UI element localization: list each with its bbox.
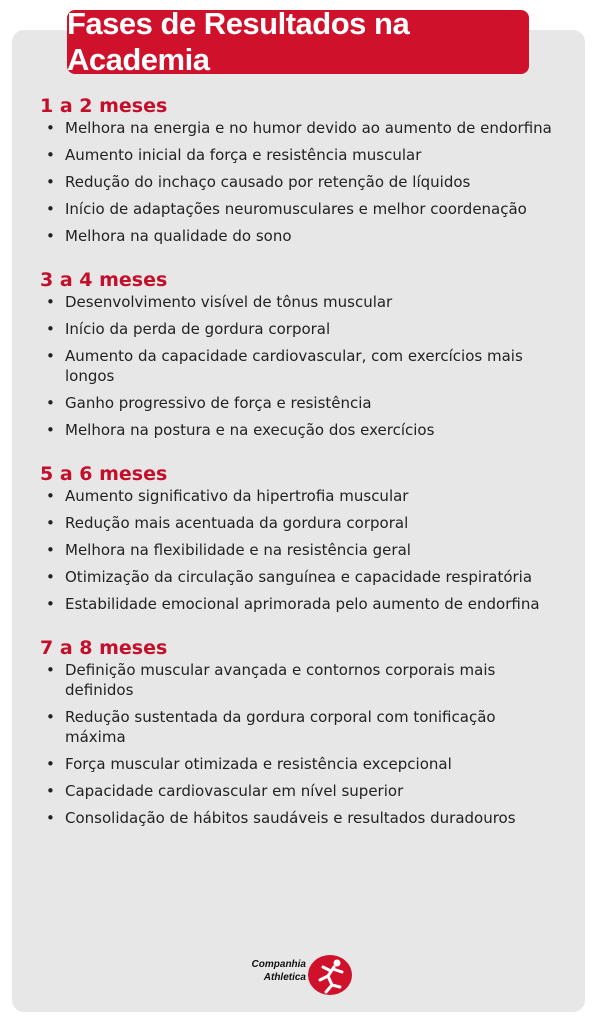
logo-line-1: Companhia bbox=[251, 959, 306, 970]
bullet-icon: • bbox=[46, 347, 55, 365]
athlete-icon bbox=[306, 954, 358, 996]
company-logo bbox=[236, 954, 366, 996]
bullet-icon: • bbox=[46, 595, 55, 613]
section-title: 5 a 6 meses bbox=[40, 463, 168, 485]
bullet-icon: • bbox=[46, 200, 55, 218]
section-5-6-months bbox=[40, 462, 560, 614]
section-1-2-months bbox=[40, 94, 560, 246]
bullet-icon: • bbox=[46, 568, 55, 586]
list-item: • Consolidação de hábitos saudáveis e resultados duradouros bbox=[46, 809, 516, 827]
list-item: • Otimização da circulação sanguínea e capacidade respiratória bbox=[46, 568, 533, 586]
list-item: • Melhora na flexibilidade e na resistência geral bbox=[46, 541, 411, 559]
section-3-4-months bbox=[40, 268, 560, 440]
bullet-icon: • bbox=[46, 119, 55, 137]
section-title: 3 a 4 meses bbox=[40, 269, 168, 291]
bullet-icon: • bbox=[46, 293, 55, 311]
bullet-icon: • bbox=[46, 755, 55, 773]
list-item: • Desenvolvimento visível de tônus muscular bbox=[46, 293, 393, 311]
list-item: • Redução do inchaço causado por retenção de líquidos bbox=[46, 173, 471, 191]
bullet-icon: • bbox=[46, 708, 55, 726]
list-item: • Capacidade cardiovascular em nível superior bbox=[46, 782, 404, 800]
section-title: 1 a 2 meses bbox=[40, 95, 168, 117]
list-item: • Aumento da capacidade cardiovascular, com exercícios mais longos bbox=[46, 347, 523, 385]
bullet-icon: • bbox=[46, 661, 55, 679]
list-item: • Redução mais acentuada da gordura corporal bbox=[46, 514, 409, 532]
bullet-icon: • bbox=[46, 782, 55, 800]
list-item: • Estabilidade emocional aprimorada pelo aumento de endorfina bbox=[46, 595, 540, 613]
bullet-icon: • bbox=[46, 514, 55, 532]
list-item: • Melhora na postura e na execução dos exercícios bbox=[46, 421, 435, 439]
logo-line-2: Athletica bbox=[263, 972, 306, 983]
bullet-icon: • bbox=[46, 487, 55, 505]
list-item: • Força muscular otimizada e resistência excepcional bbox=[46, 755, 452, 773]
list-item: • Início da perda de gordura corporal bbox=[46, 320, 331, 338]
list-item: • Definição muscular avançada e contornos corporais mais definidos bbox=[46, 661, 496, 699]
bullet-icon: • bbox=[46, 320, 55, 338]
bullet-icon: • bbox=[46, 146, 55, 164]
list-item: • Melhora na energia e no humor devido ao aumento de endorfina bbox=[46, 119, 552, 137]
bullet-icon: • bbox=[46, 541, 55, 559]
phases-list bbox=[40, 94, 560, 850]
list-item: • Aumento inicial da força e resistência muscular bbox=[46, 146, 422, 164]
list-item: • Melhora na qualidade do sono bbox=[46, 227, 292, 245]
list-item: • Aumento significativo da hipertrofia muscular bbox=[46, 487, 409, 505]
bullet-icon: • bbox=[46, 173, 55, 191]
page-title: Fases de Resultados na Academia bbox=[67, 10, 529, 74]
bullet-icon: • bbox=[46, 809, 55, 827]
list-item: • Redução sustentada da gordura corporal com tonificação máxima bbox=[46, 708, 496, 746]
section-7-8-months bbox=[40, 636, 560, 828]
bullet-icon: • bbox=[46, 421, 55, 439]
bullet-icon: • bbox=[46, 394, 55, 412]
logo-text bbox=[236, 958, 306, 984]
list-item: • Ganho progressivo de força e resistência bbox=[46, 394, 372, 412]
bullet-icon: • bbox=[46, 227, 55, 245]
section-title: 7 a 8 meses bbox=[40, 637, 168, 659]
list-item: • Início de adaptações neuromusculares e melhor coordenação bbox=[46, 200, 527, 218]
